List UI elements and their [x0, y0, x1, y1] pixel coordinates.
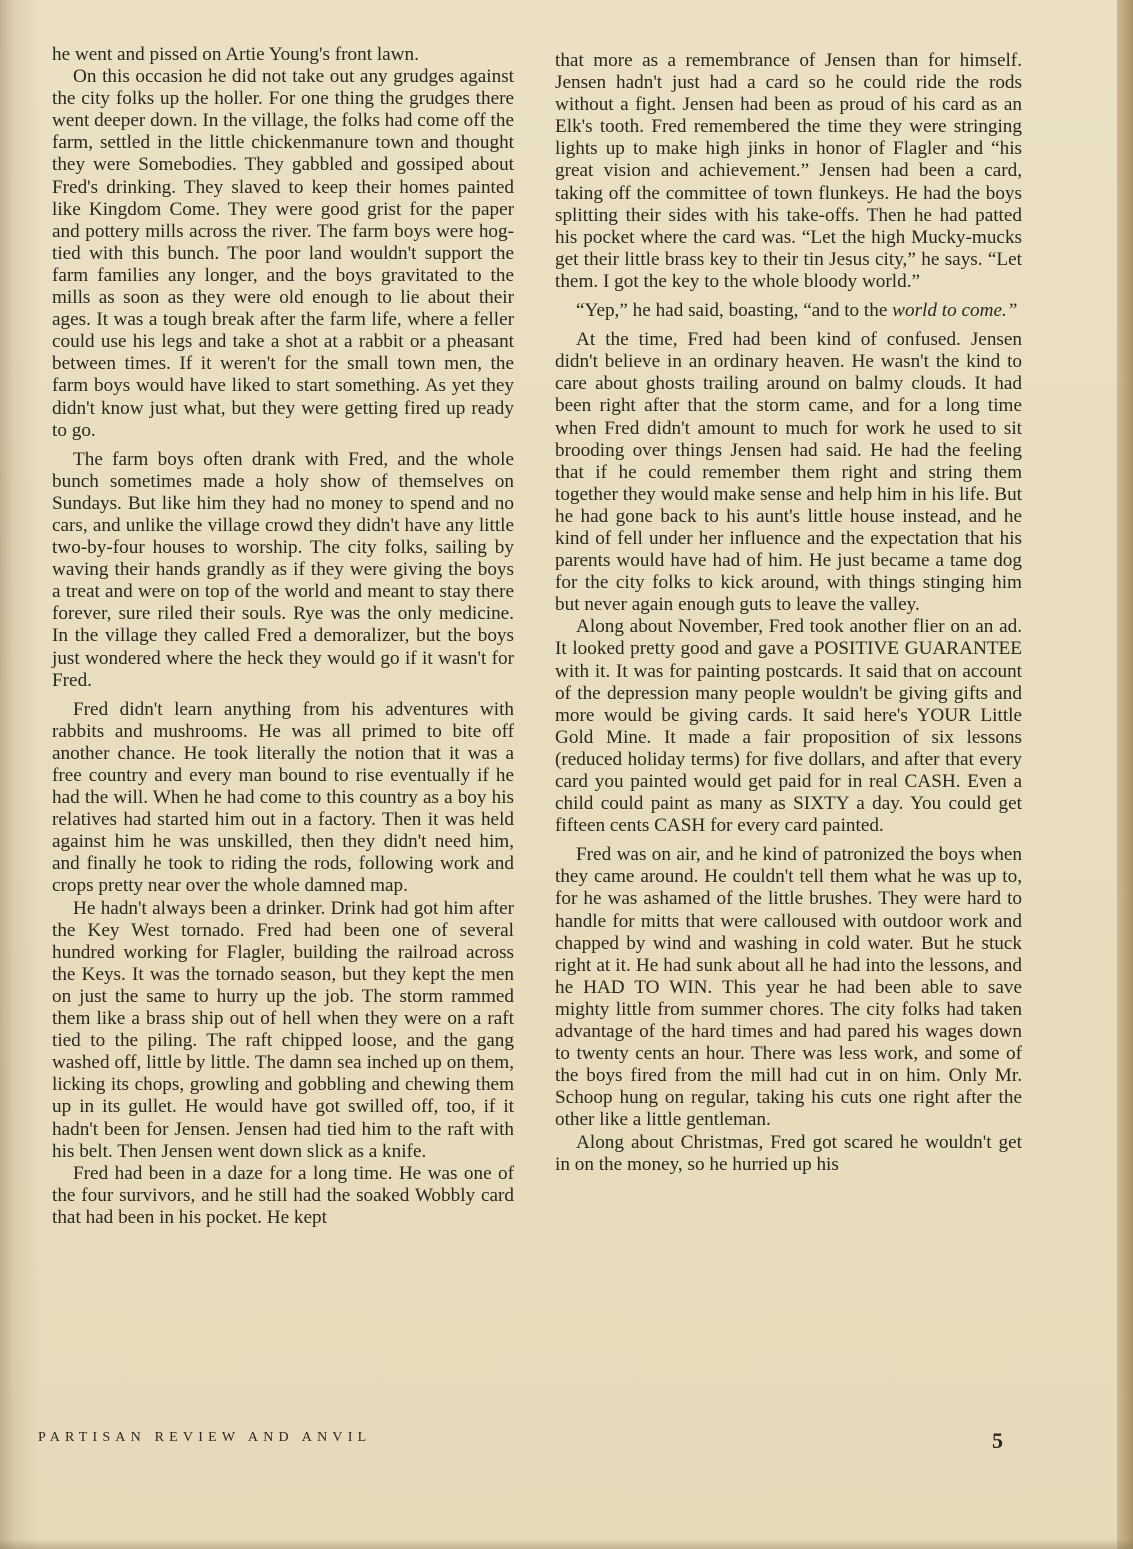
paragraph-text: “Yep,” he had said, boasting, “and to the: [576, 300, 893, 322]
right-text-column: [555, 50, 1022, 1176]
paragraph: that more as a remembrance of Jensen than for himself. Jensen hadn't just had a card so he could ride the rods without a fight. Jensen had been as proud of his card as an Elk's tooth. Fred remembered the time they were stringing lights up to make high jinks in honor of Flagler and “his great vision and achievement.” Jensen had been a card, taking off the committee of town flunkeys. He had the boys splitting their sides with his take-offs. Then he had patted his pocket where the card was. “Let the high Mucky-mucks get their little brass key to their tin Jesus city,” he says. “Let them. I got the key to the whole bloody world.”: [555, 50, 1022, 292]
paragraph: Along about November, Fred took another flier on an ad. It looked pretty good and gave a POSITIVE GUARANTEE with it. It was for painting postcards. It said that on account of the depression many people wouldn't be giving gifts and more would be giving cards. It said here's YOUR Little Gold Mine. It made a fair proposition of six lessons (reduced holiday terms) for five dollars, and after that every card you painted would get paid for in real CASH. Even a child could paint as many as SIXTY a day. You could get fifteen cents CASH for every card painted.: [555, 616, 1022, 837]
paragraph: [555, 300, 1022, 322]
publication-footer: PARTISAN REVIEW AND ANVIL: [38, 1430, 372, 1445]
paragraph: Fred was on air, and he kind of patronized the boys when they came around. He couldn't tell them what he was up to, for he was ashamed of the little brushes. They were hard to handle for mitts that were calloused with outdoor work and chapped by wind and washing in cold water. But he stuck right at it. He had sunk about all he had into the lessons, and he HAD TO WIN. This year he had been able to save mighty little from summer chores. The city folks had taken advantage of the hard times and had pared his wages down to twenty cents an hour. There was less work, and some of the boys fired from the mill had cut in on him. Only Mr. Schoop hung on regular, taking his cuts one right after the other like a little gentleman.: [555, 844, 1022, 1131]
paragraph: The farm boys often drank with Fred, and the whole bunch sometimes made a holy show of themselves on Sundays. But like him they had no money to spend and no cars, and unlike the village crowd they didn't have any little two-by-four houses to worship. The city folks, sailing by waving their hands grandly as if they were giving the boys a treat and were on top of the world and meant to stay there forever, sure riled their souls. Rye was the only medicine. In the village they called Fred a demoralizer, but the boys just wondered where the heck they would go if it wasn't for Fred.: [52, 448, 514, 691]
paragraph: Along about Christmas, Fred got scared he wouldn't get in on the money, so he hurried up his: [555, 1131, 1022, 1175]
page-bottom-edge: [0, 1539, 1133, 1549]
paragraph: He hadn't always been a drinker. Drink had got him after the Key West tornado. Fred had been one of several hundred working for Flagler, building the railroad across the Keys. It was the tornado season, but they kept the men on just the same to hurry up the job. The storm rammed them like a brass ship out of hell when they were on a raft tied to the piling. The raft chipped loose, and the gang washed off, little by little. The damn sea inched up on them, licking its chops, growling and gobbling and chewing them up in its gullet. He would have got swilled off, too, if it hadn't been for Jensen. Jensen had tied him to the raft with his belt. Then Jensen went down slick as a knife.: [52, 897, 514, 1162]
binding-edge: [1117, 0, 1133, 1549]
paragraph: Fred didn't learn anything from his adventures with rabbits and mushrooms. He was all primed to bite off another chance. He took literally the notion that it was a free country and every man bound to rise eventually if he had the will. When he had come to this country as a boy his relatives had started him out in a factory. Then it was held against him he was unskilled, then they didn't need him, and finally he took to riding the rods, following work and crops pretty near over the whole damned map.: [52, 698, 514, 897]
left-text-column: [52, 44, 514, 1229]
italic-phrase: world to come.”: [892, 300, 1018, 322]
paragraph: Fred had been in a daze for a long time. He was one of the four survivors, and he still had the soaked Wobbly card that had been in his pocket. He kept: [52, 1162, 514, 1228]
paragraph: he went and pissed on Artie Young's front lawn.: [52, 44, 419, 65]
paragraph: At the time, Fred had been kind of confused. Jensen didn't believe in an ordinary heaven. He wasn't the kind to care about ghosts trailing around on balmy clouds. It had been right after that the storm came, and for a long time when Fred didn't amount to much for work he used to sit brooding over things Jensen had said. He had the feeling that if he could remember them right and string them together they would make sense and help him in his life. But he had gone back to his aunt's little house instead, and he kind of fell under her influence and the expectation that his parents would have had of him. He just became a tame dog for the city folks to kick around, with things stinging him but never again enough guts to leave the valley.: [555, 329, 1022, 616]
paragraph: On this occasion he did not take out any grudges against the city folks up the holler. For one thing the grudges there went deeper down. In the village, the folks had come off the farm, settled in the little chickenmanure town and thought they were Somebodies. They gabbled and gossiped about Fred's drinking. They slaved to keep their homes painted like Kingdom Come. They were good grist for the paper and pottery mills across the river. The farm boys were hog-tied with this bunch. The poor land wouldn't support the farm families any longer, and the boys gravitated to the mills as soon as they were old enough to lie about their ages. It was a tough break after the farm life, where a feller could use his legs and take a shot at a rabbit or a pheasant between times. If it weren't for the small town men, the farm boys would have liked to start something. As yet they didn't know just what, but they were getting fired up ready to go.: [52, 66, 514, 441]
page-number: 5: [992, 1428, 1003, 1453]
